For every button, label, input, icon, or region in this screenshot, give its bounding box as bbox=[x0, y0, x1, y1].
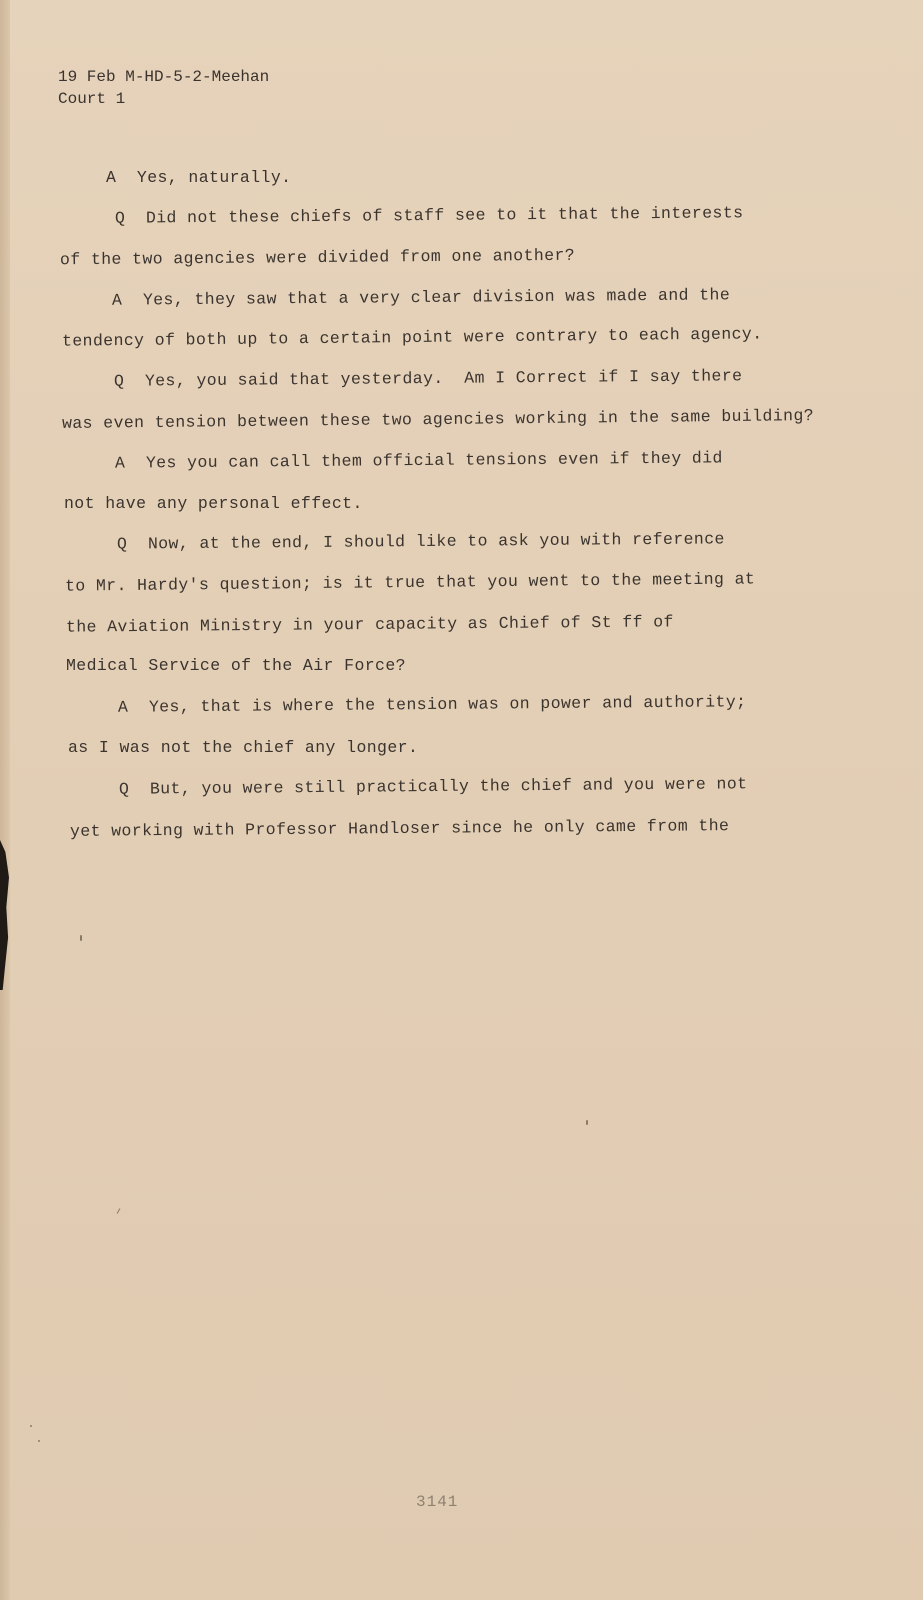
paper-edge bbox=[0, 0, 10, 1600]
transcript-line: A Yes, that is where the tension was on power and authority; bbox=[117, 692, 747, 717]
header-line-1: 19 Feb M-HD-5-2-Meehan bbox=[58, 68, 270, 86]
transcript-line: tendency of both up to a certain point were contrary to each agency. bbox=[61, 324, 763, 351]
transcript-line: as I was not the chief any longer. bbox=[68, 738, 419, 757]
transcript-line: Q But, you were still practically the chief and you were not bbox=[118, 774, 748, 799]
transcript-line: of the two agencies were divided from one another? bbox=[59, 245, 576, 270]
transcript-line: A Yes, naturally. bbox=[106, 168, 292, 187]
page-number: 3141 bbox=[416, 1493, 459, 1511]
transcript-line: Medical Service of the Air Force? bbox=[66, 656, 406, 675]
paper-speck bbox=[30, 1425, 32, 1427]
paper-speck bbox=[38, 1440, 40, 1442]
transcript-line: A Yes you can call them official tensions even if they did bbox=[114, 448, 723, 473]
paper-speck bbox=[80, 935, 82, 941]
paper-speck bbox=[586, 1120, 588, 1125]
transcript-line: was even tension between these two agencies working in the same building? bbox=[61, 406, 815, 433]
document-header bbox=[58, 66, 269, 110]
transcript-line: the Aviation Ministry in your capacity as Chief of St ff of bbox=[65, 612, 674, 637]
transcript-line: A Yes, they saw that a very clear division was made and the bbox=[111, 285, 731, 310]
paper-speck bbox=[117, 1208, 121, 1214]
transcript-line: to Mr. Hardy's question; is it true that you went to the meeting at bbox=[64, 569, 756, 596]
header-line-2: Court 1 bbox=[58, 90, 126, 108]
transcript-line: Q Now, at the end, I should like to ask you with reference bbox=[116, 529, 725, 554]
transcript-line: Q Yes, you said that yesterday. Am I Correct if I say there bbox=[113, 366, 743, 391]
transcript-line: Q Did not these chiefs of staff see to it that the interests bbox=[114, 203, 744, 228]
transcript-line: yet working with Professor Handloser since he only came from the bbox=[69, 816, 730, 841]
transcript-line: not have any personal effect. bbox=[64, 494, 363, 513]
